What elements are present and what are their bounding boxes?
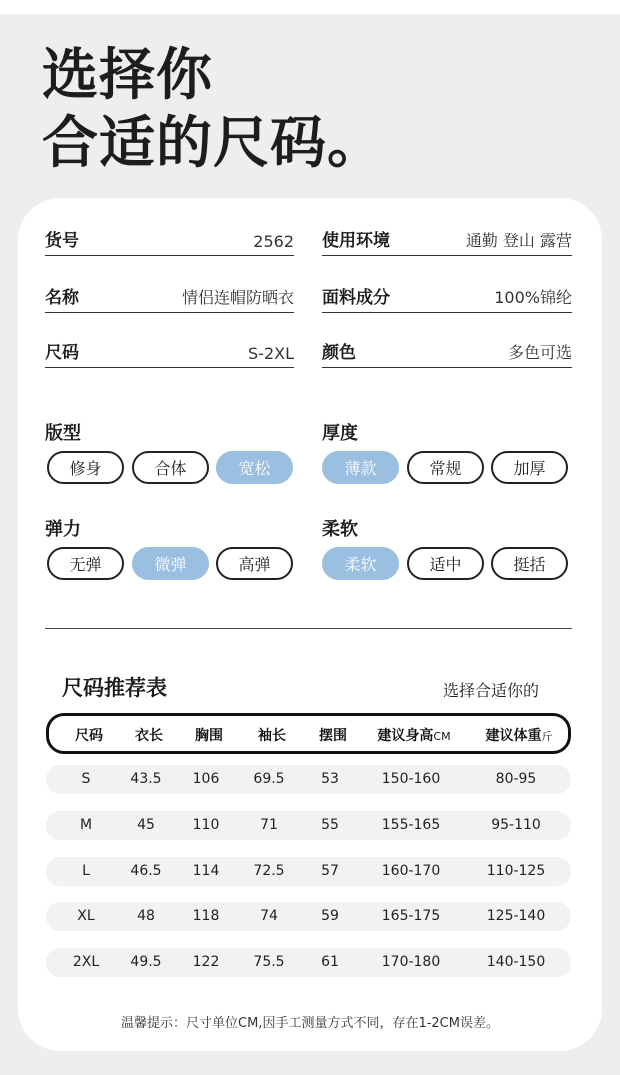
spec-color — [322, 338, 572, 368]
cell-length: 49.5 — [130, 954, 162, 970]
cell-sleeve: 74 — [260, 908, 278, 924]
cell-height: 155-165 — [381, 817, 441, 833]
cell-chest: 118 — [192, 908, 220, 924]
size-chart-title: 尺码推荐表 — [62, 676, 167, 700]
spec-name — [45, 283, 294, 313]
fit-option-regular[interactable]: 合体 — [132, 451, 209, 484]
table-row — [46, 857, 571, 886]
thickness-option-thick[interactable]: 加厚 — [491, 451, 568, 484]
stretch-option-none[interactable]: 无弹 — [47, 547, 124, 580]
spec-item-number — [45, 226, 294, 256]
col-header-chest: 胸围 — [195, 728, 223, 744]
fit-option-slim[interactable]: 修身 — [47, 451, 124, 484]
cell-weight: 80-95 — [495, 771, 537, 787]
spec-value: 多色可选 — [507, 343, 572, 362]
cell-length: 46.5 — [130, 863, 162, 879]
cell-height: 160-170 — [381, 863, 441, 879]
cell-size: 2XL — [72, 954, 100, 970]
col-header-sleeve: 袖长 — [258, 728, 286, 744]
cell-weight: 140-150 — [486, 954, 546, 970]
section-divider — [45, 628, 572, 629]
softness-option-stiff[interactable]: 挺括 — [491, 547, 568, 580]
cell-chest: 114 — [192, 863, 220, 879]
spec-size — [45, 338, 294, 368]
spec-value: 2562 — [253, 232, 294, 251]
cell-weight: 110-125 — [486, 863, 546, 879]
cell-length: 45 — [137, 817, 155, 833]
cell-sleeve: 72.5 — [253, 863, 285, 879]
softness-title: 柔软 — [322, 519, 358, 540]
cell-chest: 110 — [192, 817, 220, 833]
spec-fabric — [322, 283, 572, 313]
headline-line-1: 选择你 — [42, 43, 213, 108]
spec-label: 使用环境 — [322, 231, 390, 251]
fit-title: 版型 — [45, 423, 81, 444]
fit-option-loose[interactable]: 宽松 — [216, 451, 293, 484]
spec-label: 尺码 — [45, 343, 79, 363]
spec-value: 通勤 登山 露营 — [465, 231, 572, 250]
cell-size: M — [79, 817, 93, 833]
thickness-option-regular[interactable]: 常规 — [407, 451, 484, 484]
col-header-hem: 摆围 — [319, 728, 347, 744]
headline-line-2: 合适的尺码。 — [42, 111, 384, 176]
stretch-option-slight[interactable]: 微弹 — [132, 547, 209, 580]
col-header-height: 建议身高CM — [377, 728, 451, 744]
cell-weight: 95-110 — [491, 817, 541, 833]
table-row — [46, 948, 571, 977]
spec-value: S-2XL — [248, 344, 294, 363]
measurement-note: 温馨提示：尺寸单位CM,因手工测量方式不同，存在1-2CM误差。 — [121, 1016, 499, 1031]
cell-sleeve: 71 — [260, 817, 278, 833]
thickness-title: 厚度 — [322, 423, 358, 444]
col-header-weight: 建议体重斤 — [485, 728, 553, 744]
spec-usage — [322, 226, 572, 256]
cell-sleeve: 69.5 — [253, 771, 285, 787]
spec-value: 情侣连帽防晒衣 — [181, 288, 294, 307]
thickness-option-thin[interactable]: 薄款 — [322, 451, 399, 484]
cell-chest: 106 — [192, 771, 220, 787]
table-row — [46, 811, 571, 840]
table-row — [46, 902, 571, 931]
cell-sleeve: 75.5 — [253, 954, 285, 970]
spec-value: 100%锦纶 — [494, 288, 572, 307]
col-header-length: 衣长 — [135, 728, 163, 744]
cell-hem: 59 — [321, 908, 339, 924]
cell-height: 165-175 — [381, 908, 441, 924]
stretch-option-high[interactable]: 高弹 — [216, 547, 293, 580]
spec-label: 面料成分 — [322, 288, 390, 308]
headline — [42, 42, 384, 178]
cell-hem: 53 — [321, 771, 339, 787]
table-row — [46, 765, 571, 794]
spec-label: 颜色 — [322, 343, 356, 363]
size-table-header — [46, 713, 571, 754]
softness-option-soft[interactable]: 柔软 — [322, 547, 399, 580]
cell-size: L — [82, 863, 90, 879]
col-header-size: 尺码 — [75, 728, 103, 744]
spec-label: 货号 — [45, 231, 79, 251]
cell-size: XL — [77, 908, 95, 924]
cell-hem: 61 — [321, 954, 339, 970]
cell-height: 150-160 — [381, 771, 441, 787]
stretch-title: 弹力 — [45, 519, 81, 540]
cell-length: 48 — [137, 908, 155, 924]
top-strip — [0, 0, 620, 14]
cell-length: 43.5 — [130, 771, 162, 787]
cell-chest: 122 — [192, 954, 220, 970]
cell-hem: 57 — [321, 863, 339, 879]
softness-option-medium[interactable]: 适中 — [407, 547, 484, 580]
size-chart-subtitle: 选择合适你的 — [443, 681, 540, 700]
cell-size: S — [81, 771, 91, 787]
cell-weight: 125-140 — [486, 908, 546, 924]
cell-hem: 55 — [321, 817, 339, 833]
cell-height: 170-180 — [381, 954, 441, 970]
spec-label: 名称 — [45, 288, 79, 308]
